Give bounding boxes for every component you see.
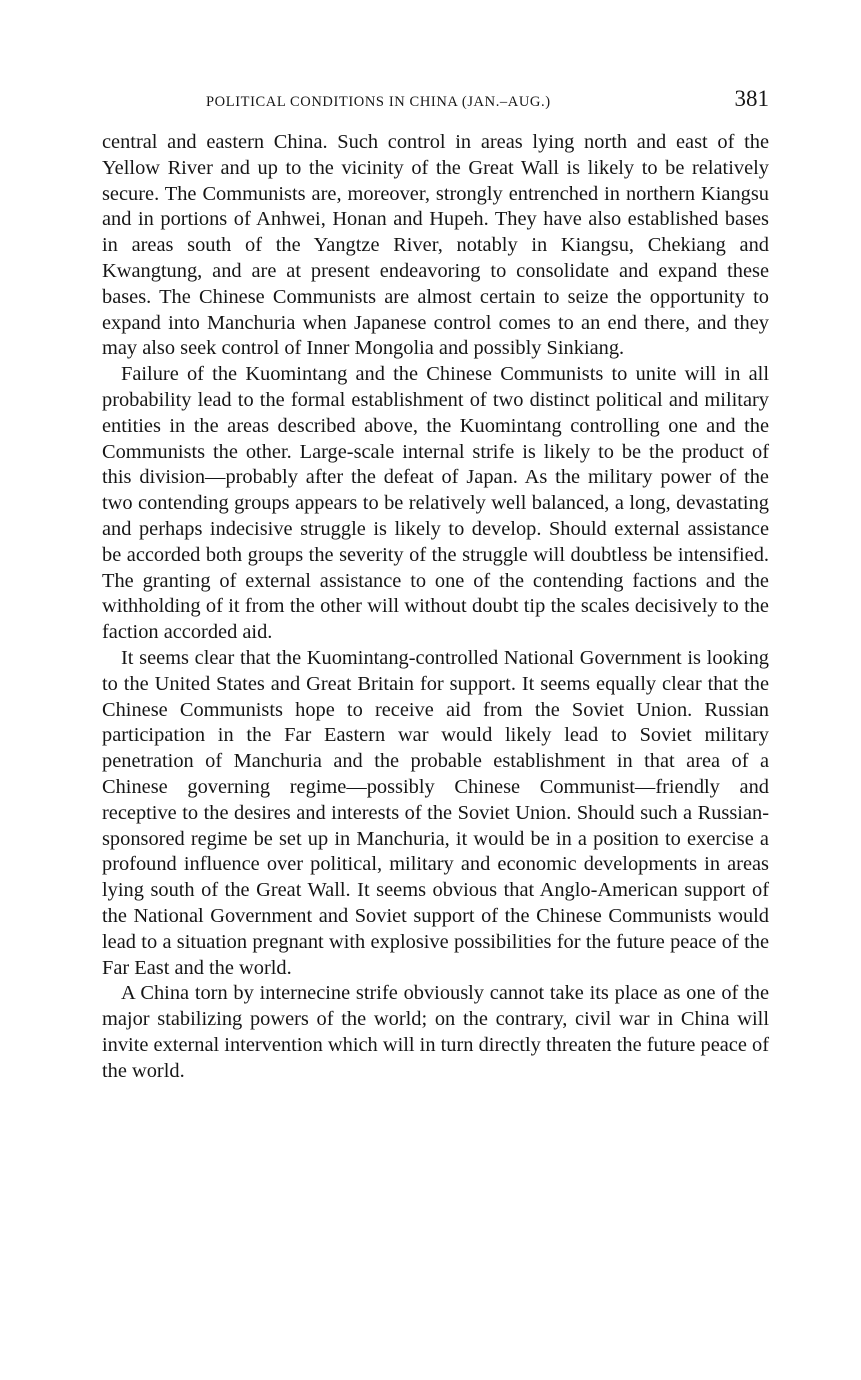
body-text [102,130,769,1084]
document-page [102,86,769,1084]
page-number: 381 [734,86,769,111]
running-title: POLITICAL CONDITIONS IN CHINA (JAN.–AUG.) [206,94,551,110]
paragraph: It seems clear that the Kuomintang-controlled National Government is looking to the United States and Great Britain for support. It seems equally clear that the Chinese Communists hope to receive aid from the Soviet Union. Russian participation in the Far Eastern war would likely lead to Soviet military penetration of Manchuria and the probable establishment in that area of a Chinese governing regime—possibly Chinese Communist—friendly and receptive to the desires and interests of the Soviet Union. Should such a Russian-sponsored regime be set up in Manchuria, it would be in a position to exercise a profound influence over political, military and economic developments in areas lying south of the Great Wall. It seems obvious that Anglo-American support of the National Government and Soviet support of the Chinese Communists would lead to a situation pregnant with explosive possibilities for the future peace of the Far East and the world. [102,646,769,979]
paragraph: Failure of the Kuomintang and the Chinese Communists to unite will in all probability lead to the formal establishment of two distinct political and military entities in the areas described above, the Kuomintang controlling one and the Communists the other. Large-scale internal strife is likely to be the product of this division—probably after the defeat of Japan. As the military power of the two contending groups appears to be relatively well balanced, a long, devastating and perhaps indecisive struggle is likely to develop. Should external assistance be accorded both groups the severity of the struggle will doubtless be intensified. The granting of external assistance to one of the contending factions and the withholding of it from the other will without doubt tip the scales decisively to the faction accorded aid. [102,363,769,644]
paragraph: A China torn by internecine strife obviously cannot take its place as one of the major stabilizing powers of the world; on the contrary, civil war in China will invite external intervention which will in turn directly threaten the future peace of the world. [102,982,769,1082]
paragraph-continued: central and eastern China. Such control in areas lying north and east of the Yellow River and up to the vicinity of the Great Wall is likely to be relatively secure. The Communists are, moreover, strongly entrenched in northern Kiangsu and in portions of Anhwei, Honan and Hupeh. They have also established bases in areas south of the Yangtze River, notably in Kiangsu, Chekiang and Kwangtung, and are at present endeavoring to consolidate and expand these bases. The Chinese Communists are almost certain to seize the opportunity to expand into Manchuria when Japanese control comes to an end there, and they may also seek control of Inner Mongolia and possibly Sinkiang. [102,131,769,360]
running-head [102,86,769,120]
